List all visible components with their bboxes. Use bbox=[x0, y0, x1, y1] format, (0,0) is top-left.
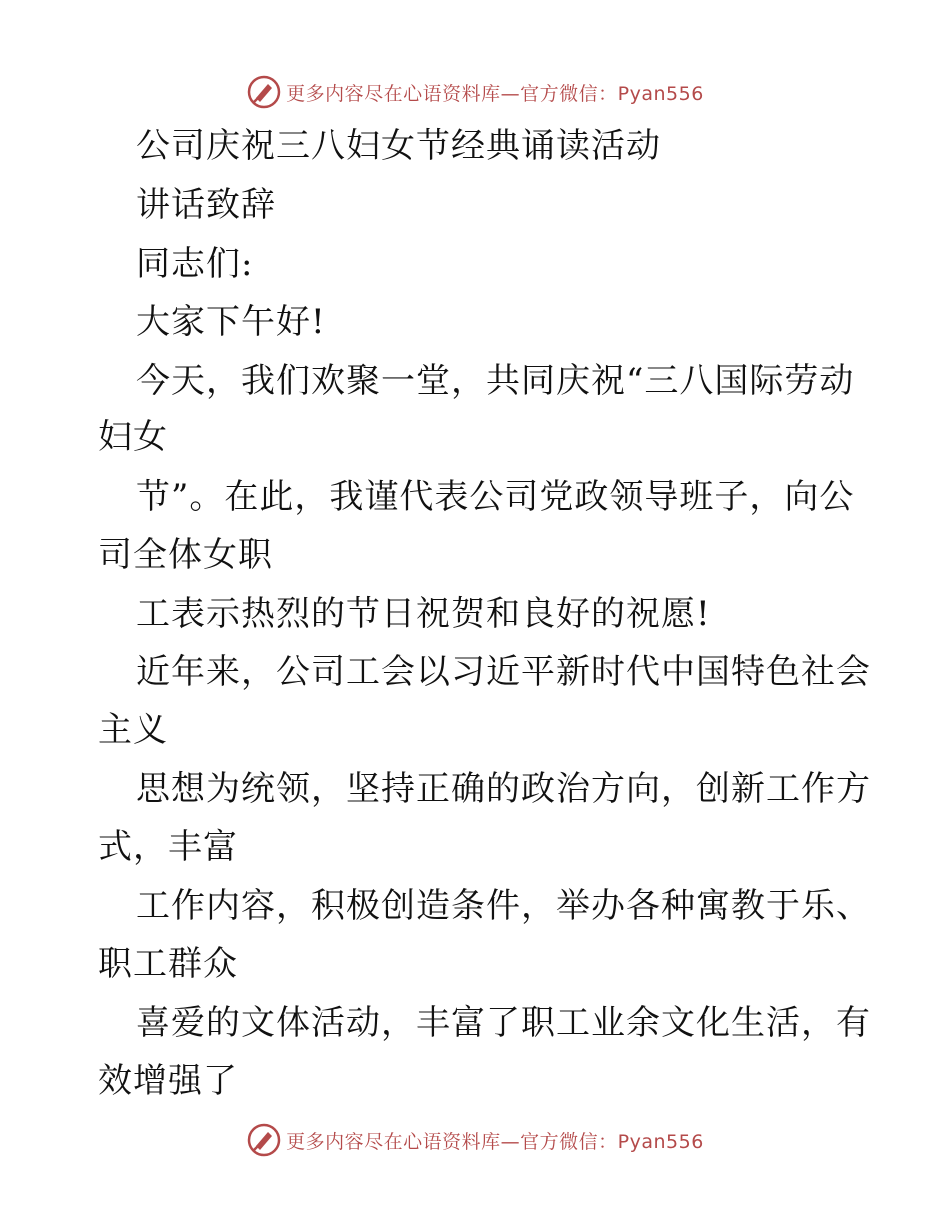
body-line: 工表示热烈的节日祝贺和良好的祝愿! bbox=[136, 594, 711, 634]
document-title: 公司庆祝三八妇女节经典诵读活动 bbox=[136, 126, 661, 166]
body-line: 妇女 bbox=[98, 417, 168, 457]
body-line: 式，丰富 bbox=[98, 827, 238, 867]
body-line: 思想为统领，坚持正确的政治方向，创新工作方 bbox=[136, 769, 871, 809]
greeting: 大家下午好! bbox=[136, 302, 326, 342]
watermark-text: 更多内容尽在心语资料库—官方微信：Pyan556 bbox=[286, 82, 704, 105]
body-line: 节”。在此，我谨代表公司党政领导班子，向公 bbox=[136, 477, 855, 517]
footer-watermark bbox=[0, 1120, 950, 1160]
salutation: 同志们: bbox=[136, 244, 254, 284]
body-line: 司全体女职 bbox=[98, 535, 273, 575]
pen-nib-logo-icon bbox=[246, 74, 282, 110]
header-watermark bbox=[0, 72, 950, 112]
body-line: 近年来，公司工会以习近平新时代中国特色社会 bbox=[136, 652, 871, 692]
body-line: 工作内容，积极创造条件，举办各种寓教于乐、 bbox=[136, 886, 871, 926]
body-line: 职工群众 bbox=[98, 944, 238, 984]
watermark-text: 更多内容尽在心语资料库—官方微信：Pyan556 bbox=[286, 1130, 704, 1153]
body-line: 喜爱的文体活动，丰富了职工业余文化生活，有 bbox=[136, 1003, 871, 1043]
body-line: 效增强了 bbox=[98, 1061, 238, 1101]
body-line: 今天，我们欢聚一堂，共同庆祝“三八国际劳动 bbox=[136, 361, 855, 401]
body-line: 主义 bbox=[98, 710, 168, 750]
document-subtitle: 讲话致辞 bbox=[136, 185, 276, 225]
pen-nib-logo-icon bbox=[246, 1122, 282, 1158]
